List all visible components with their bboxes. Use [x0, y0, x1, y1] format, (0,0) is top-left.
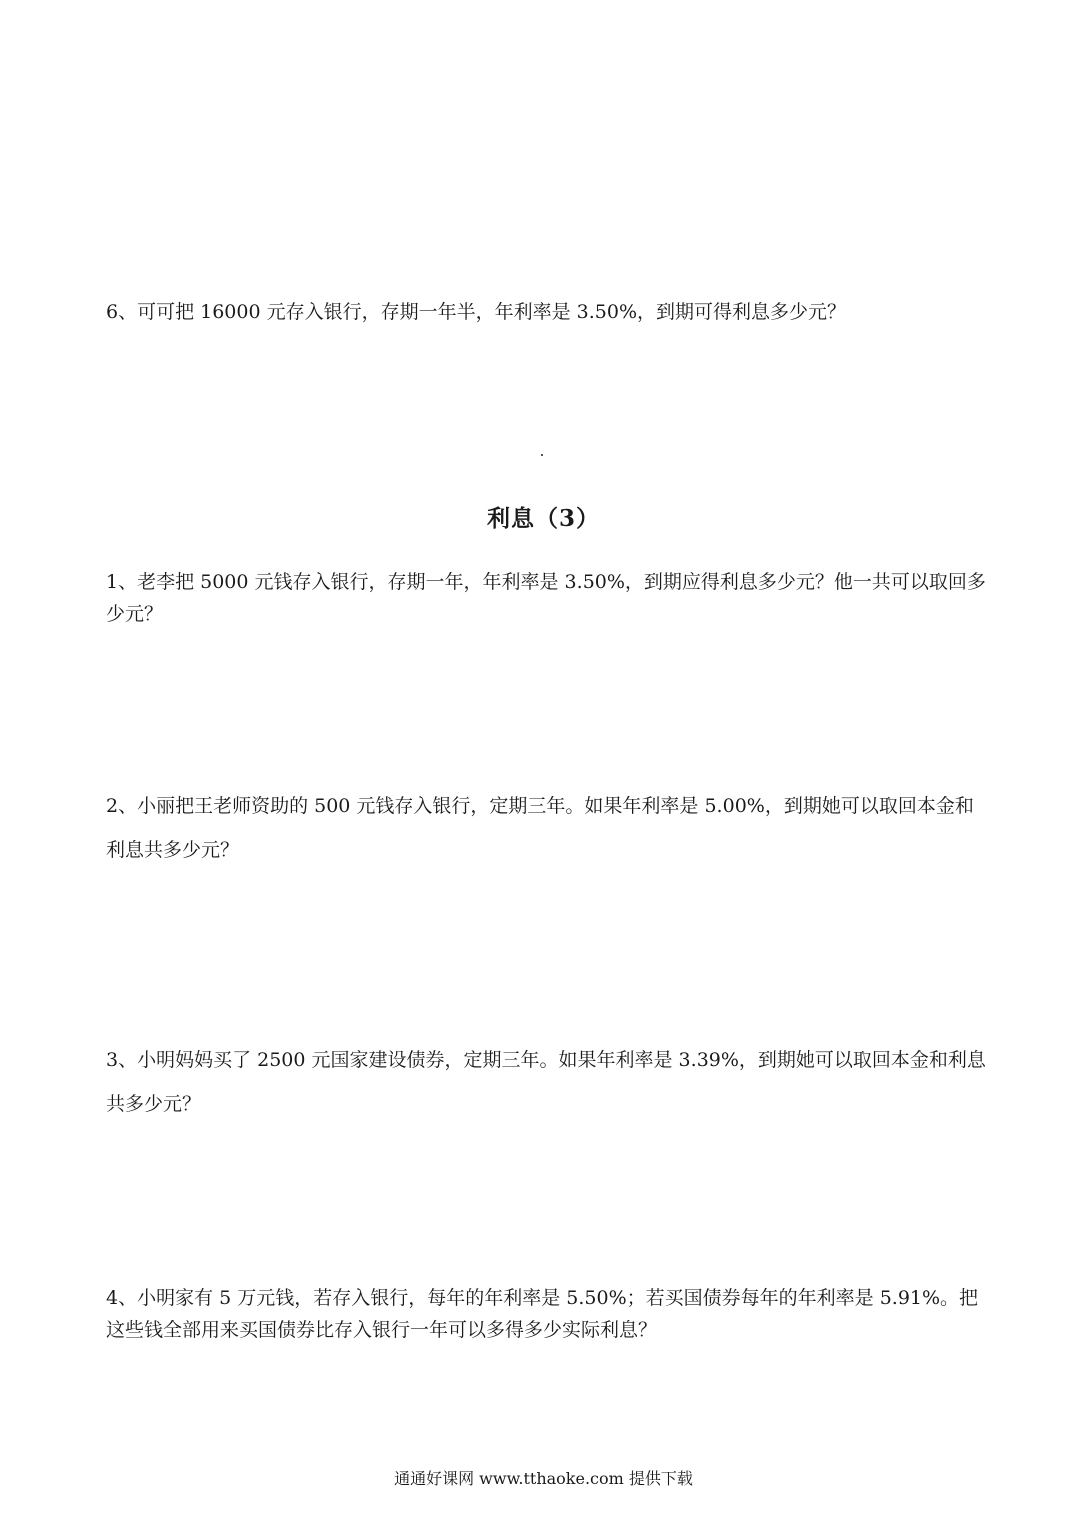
question-1: 1、老李把 5000 元钱存入银行，存期一年，年利率是 3.50%，到期应得利息多少元？他一共可以取回多少元？	[106, 571, 986, 625]
question-4: 4、小明家有 5 万元钱，若存入银行，每年的年利率是 5.50%；若买国债券每年的年利率是 5.91%。把这些钱全部用来买国债券比存入银行一年可以多得多少实际利息？	[106, 1287, 979, 1341]
question-3: 3、小明妈妈买了 2500 元国家建设债券，定期三年。如果年利率是 3.39%，到期她可以取回本金和利息共多少元？	[106, 1049, 986, 1115]
question-6: 6、可可把 16000 元存入银行，存期一年半，年利率是 3.50%，到期可得利息多少元？	[106, 301, 847, 323]
footer-credit: 通通好课网 www.tthaoke.com 提供下载	[394, 1469, 693, 1488]
question-2: 2、小丽把王老师资助的 500 元钱存入银行，定期三年。如果年利率是 5.00%，到期她可以取回本金和利息共多少元？	[106, 795, 974, 861]
section-title: 利息（3）	[486, 505, 600, 532]
stray-dot	[541, 454, 543, 456]
